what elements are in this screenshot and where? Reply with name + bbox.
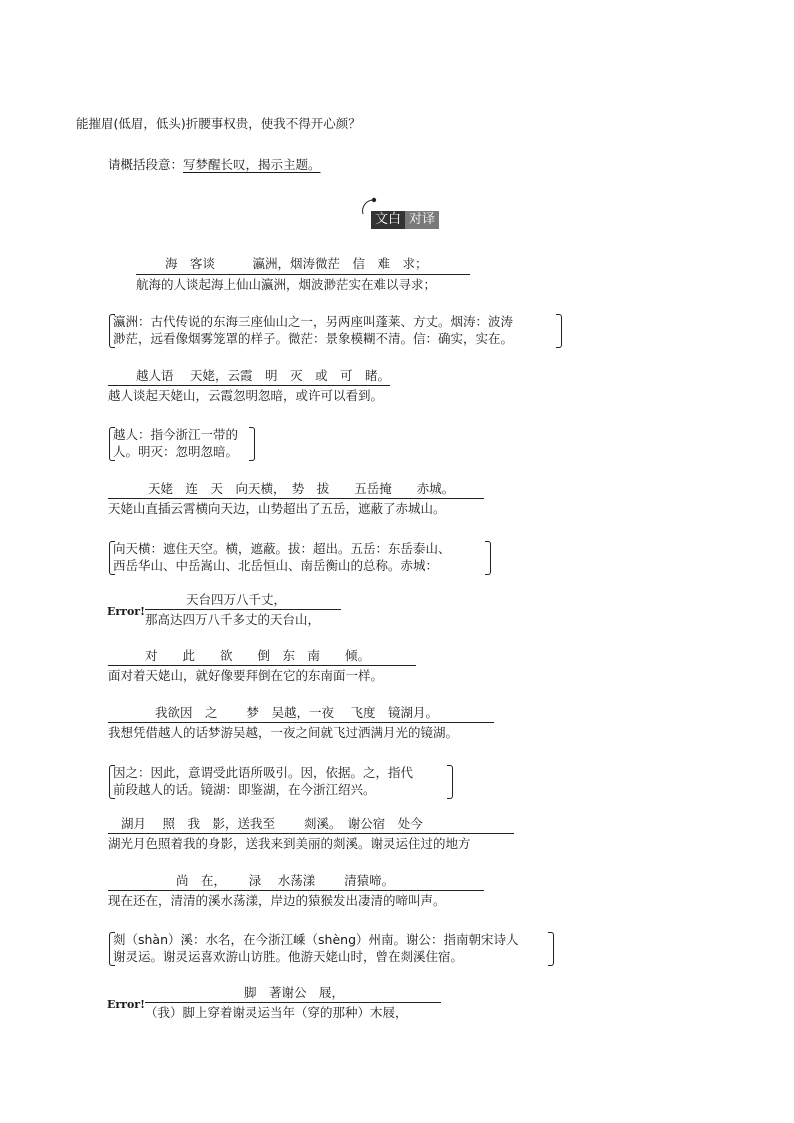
- intro-line: 能摧眉(低眉，低头)折腰事权贵，使我不得开心颜？: [76, 116, 361, 131]
- original-line-7: 湖月 照 我 影，送我至 剡溪。 谢公宿 处今: [121, 816, 423, 831]
- divider-5: [108, 665, 416, 666]
- original-line-8: 尚 在， 渌 水荡漾 清猿啼。: [176, 873, 395, 888]
- note-bracket-right-8: [548, 932, 554, 966]
- divider-8: [108, 890, 484, 891]
- translation-line-8: 现在还在，清清的溪水荡漾，岸边的猿猴发出凄清的啼叫声。: [108, 893, 446, 908]
- note-2-line-1: 越人：指今浙江一带的: [113, 427, 239, 442]
- note-bracket-right-2: [249, 427, 255, 461]
- original-line-4: 天台四万八千丈，: [186, 592, 287, 607]
- note-2-line-2: 人。明灭：忽明忽暗。: [113, 444, 239, 459]
- badge-part-1: 文白: [371, 211, 405, 229]
- note-1-line-1: 瀛洲：古代传说的东海三座仙山之一，另两座叫蓬莱、方丈。烟涛：波涛: [113, 314, 514, 329]
- translation-line-1: 航海的人谈起海上仙山瀛洲，烟波渺茫实在难以寻求；: [136, 277, 437, 292]
- error-marker-1: Error!: [107, 605, 145, 618]
- note-3-line-1: 向天横：遮住天空。横，遮蔽。拔：超出。五岳：东岳泰山、: [113, 541, 451, 556]
- original-line-9: 脚 著谢公 屐，: [244, 985, 345, 1000]
- summary-prompt: [108, 157, 321, 173]
- original-line-3: 天姥 连 天 向天横， 势 拔 五岳掩 赤城。: [148, 481, 455, 496]
- divider-7: [108, 833, 514, 834]
- translation-line-2: 越人谈起天姥山，云霞忽明忽暗，或许可以看到。: [108, 388, 384, 403]
- note-8-line-1: 剡（shàn）溪：水名，在今浙江嵊（shèng）州南。谢公：指南朝宋诗人: [113, 932, 519, 947]
- summary-answer: 写梦醒长叹，揭示主题。: [183, 157, 321, 172]
- error-marker-2: Error!: [107, 998, 145, 1011]
- note-bracket-right-3: [485, 541, 491, 575]
- note-6-line-2: 前段越人的话。镜湖：即鉴湖，在今浙江绍兴。: [113, 782, 376, 797]
- divider-2: [108, 385, 390, 386]
- translation-line-6: 我想凭借越人的话梦游吴越，一夜之间就飞过洒满月光的镜湖。: [108, 725, 459, 740]
- translation-line-7: 湖光月色照着我的身影，送我来到美丽的剡溪。谢灵运住过的地方: [108, 836, 471, 851]
- original-line-5: 对 此 欲 倒 东 南 倾。: [145, 648, 371, 663]
- divider-6: [108, 722, 494, 723]
- translation-line-5: 面对着天姥山，就好像要拜倒在它的东南面一样。: [108, 668, 384, 683]
- badge-part-2: 对译: [405, 211, 439, 229]
- divider-1: [136, 274, 470, 275]
- original-line-1: 海 客谈 瀛洲，烟涛微茫 信 难 求；: [165, 256, 428, 271]
- note-bracket-right-6: [447, 765, 453, 799]
- translation-line-9: （我）脚上穿着谢灵运当年（穿的那种）木屐，: [145, 1005, 408, 1020]
- note-1-line-2: 渺茫，远看像烟雾笼罩的样子。微茫：景象模糊不清。信：确实，实在。: [113, 331, 514, 346]
- translation-line-3: 天姥山直插云霄横向天边，山势超出了五岳，遮蔽了赤城山。: [108, 501, 446, 516]
- translation-line-4: 那高达四万八千多丈的天台山，: [145, 612, 321, 627]
- divider-9: [145, 1002, 441, 1003]
- note-8-line-2: 谢灵运。谢灵运喜欢游山访胜。他游天姥山时，曾在剡溪住宿。: [113, 949, 464, 964]
- divider-4: [145, 609, 341, 610]
- note-3-line-2: 西岳华山、中岳嵩山、北岳恒山、南岳衡山的总称。赤城：: [113, 558, 439, 573]
- original-line-6: 我欲因 之 梦 吴越，一夜 飞度 镜湖月。: [155, 705, 438, 720]
- divider-3: [108, 498, 484, 499]
- original-line-2: 越人语 天姥，云霞 明 灭 或 可 睹。: [136, 368, 390, 383]
- note-6-line-1: 因之：因此，意谓受此语所吸引。因，依据。之，指代: [113, 765, 414, 780]
- note-bracket-right-1: [556, 314, 562, 348]
- section-badge: [371, 211, 439, 229]
- summary-label: 请概括段意：: [108, 157, 184, 172]
